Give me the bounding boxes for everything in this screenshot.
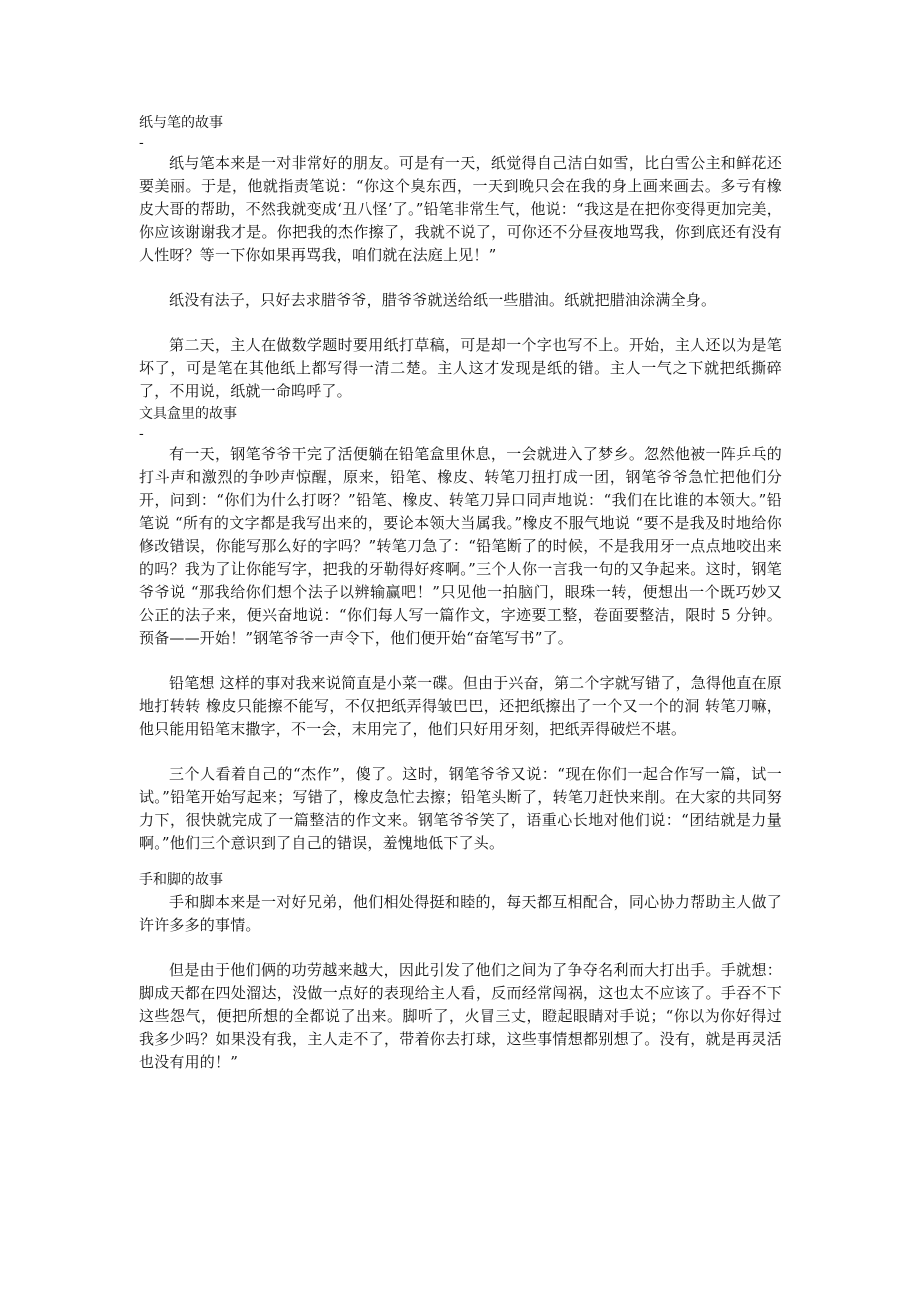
story-title: 手和脚的故事 xyxy=(139,872,223,888)
story-hand-and-foot xyxy=(139,869,782,1074)
separator-dash: - xyxy=(139,135,144,151)
paragraph: 纸没有法子，只好去求腊爷爷，腊爷爷就送给纸一些腊油。纸就把腊油涂满全身。 xyxy=(169,291,717,309)
paragraph: 三个人看着自己的“杰作”，傻了。这时，钢笔爷爷又说：“现在你们一起合作写一篇，试一试。”铅笔开始写起来；写错了，橡皮急忙去擦；铅笔头断了，转笔刀赶快来削。在大家的共同努力下，很快就完成了一篇整洁的作文来。钢笔爷爷笑了，语重心长地对他们说：“团结就是力量啊。”他们三个意识到了自己的错误，羞愧地低下了头。 xyxy=(139,765,782,852)
document-page xyxy=(139,112,782,1074)
story-title: 纸与笔的故事 xyxy=(139,115,223,131)
paragraph: 纸与笔本来是一对非常好的朋友。可是有一天，纸觉得自己洁白如雪，比白雪公主和鲜花还要美丽。于是，他就指责笔说：“你这个臭东西，一天到晚只会在我的身上画来画去。多亏有橡皮大哥的帮助，不然我就变成‘丑八怪’了。”铅笔非常生气，他说：“我这是在把你变得更加完美，你应该谢谢我才是。你把我的杰作擦了，我就不说了，可你还不分昼夜地骂我，你到底还有没有人性呀？等一下你如果再骂我，咱们就在法庭上见！” xyxy=(139,154,782,264)
story-title: 文具盒里的故事 xyxy=(139,406,237,422)
paragraph: 有一天，钢笔爷爷干完了活便躺在铅笔盒里休息，一会就进入了梦乡。忽然他被一阵乒乓的打斗声和激烈的争吵声惊醒，原来，铅笔、橡皮、转笔刀扭打成一团，钢笔爷爷急忙把他们分开，问到：“你们为什么打呀？”铅笔、橡皮、转笔刀异口同声地说：“我们在比谁的本领大。”铅笔说 “所有的文字都是我写出来的，要论本领大当属我。”橡皮不服气地说 “要不是我及时地给你修改错误，你能写那么好的字吗？”转笔刀急了：“铅笔断了的时候，不是我用牙一点点地咬出来的吗？我为了让你能写字，把我的牙勒得好疼啊。”三个人你一言我一句的又争起来。这时，钢笔爷爷说 “那我给你们想个法子以辨输赢吧！”只见他一拍脑门，眼珠一转，便想出一个既巧妙又公正的法子来，便兴奋地说：“你们每人写一篇作文，字迹要工整，卷面要整洁，限时 5 分钟。预备——开始！”钢笔爷爷一声令下，他们便开始“奋笔写书”了。 xyxy=(139,445,782,647)
paragraph: 铅笔想 这样的事对我来说简直是小菜一碟。但由于兴奋，第二个字就写错了，急得他直在原地打转转 橡皮只能擦不能写，不仅把纸弄得皱巴巴，还把纸擦出了一个又一个的洞 转笔刀嘛，他只能用铅笔末撒字，不一会，末用完了，他们只好用牙刻，把纸弄得破烂不堪。 xyxy=(139,674,782,738)
paragraph: 手和脚本来是一对好兄弟，他们相处得挺和睦的，每天都互相配合，同心协力帮助主人做了许许多多的事情。 xyxy=(139,893,782,934)
story-paper-and-pen xyxy=(139,112,782,403)
paragraph: 但是由于他们俩的功劳越来越大，因此引发了他们之间为了争夺名利而大打出手。手就想：脚成天都在四处溜达，没做一点好的表现给主人看，反而经常闯祸，这也太不应该了。手吞不下这些怨气，便把所想的全都说了出来。脚听了，火冒三丈，瞪起眼睛对手说；“你以为你好得过我多少吗？如果没有我，主人走不了，带着你去打球，这些事情想都别想了。没有，就是再灵活也没有用的！” xyxy=(139,961,782,1071)
separator-dash: - xyxy=(139,426,144,442)
story-stationery-box xyxy=(139,403,782,855)
paragraph: 第二天，主人在做数学题时要用纸打草稿，可是却一个字也写不上。开始，主人还以为是笔坏了，可是笔在其他纸上都写得一清二楚。主人这才发现是纸的错。主人一气之下就把纸撕碎了，不用说，纸就一命呜呼了。 xyxy=(139,336,782,400)
